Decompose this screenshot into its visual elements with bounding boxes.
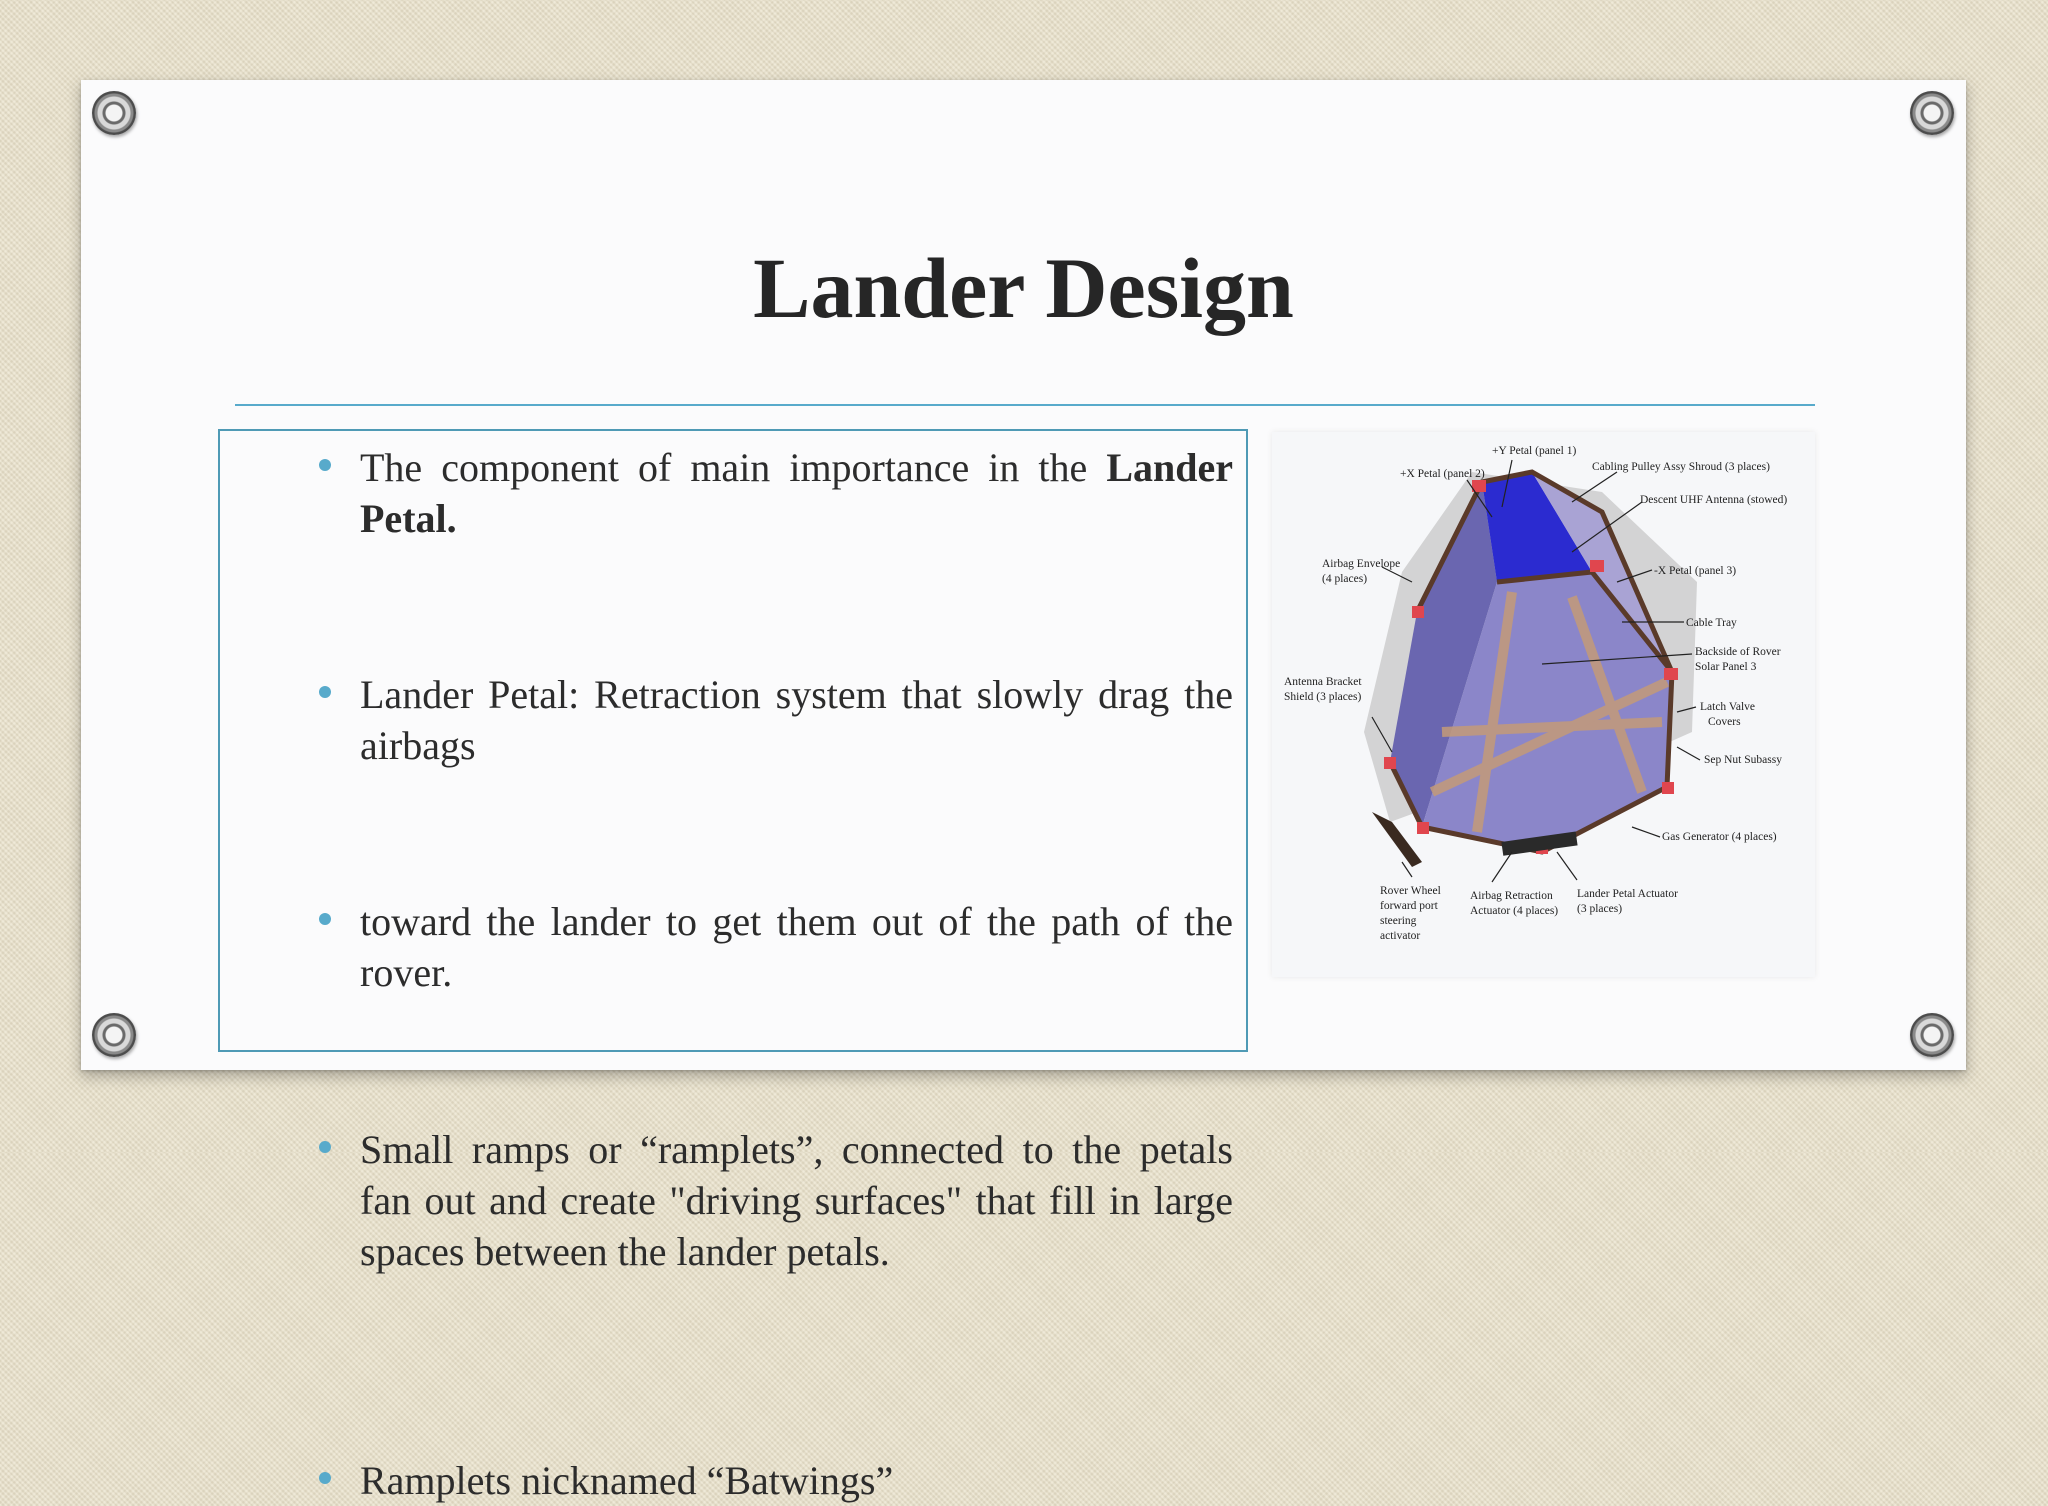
bullet-text: Ramplets nicknamed “Batwings” [360,1458,894,1503]
label-petal-actuator: Lander Petal Actuator [1577,888,1678,900]
label-rover-wheel: Rover Wheel [1380,885,1441,897]
label-sep-nut: Sep Nut Subassy [1704,754,1782,766]
label-backside-panel: Solar Panel 3 [1695,661,1757,673]
bullet-item [360,1124,1233,1277]
bullet-dot [319,686,331,698]
bullet-bold-text: Lander Petal. [360,445,1233,541]
title-divider [235,404,1815,406]
label-backside: Backside of Rover [1695,646,1781,658]
label-gas-generator: Gas Generator (4 places) [1662,831,1777,843]
bullet-item [360,442,1233,544]
label-y-petal: +Y Petal (panel 1) [1492,445,1577,457]
bullet-dot [319,459,331,471]
bullet-dot [319,1141,331,1153]
label-airbag-retraction: Airbag Retraction [1470,890,1553,902]
bullet-text: Lander Petal: Retraction system that slowly drag the airbags [360,672,1233,768]
label-rover-wheel-4: activator [1380,930,1421,942]
label-x-petal: +X Petal (panel 2) [1400,468,1485,480]
label-latch-valve: Latch Valve [1700,701,1756,713]
slide [81,80,1966,1503]
bullet-list [220,431,1246,1503]
bullet-text: The component of main importance in the [360,445,1107,490]
bullet-dot [319,913,331,925]
lander-diagram-svg [1272,432,1815,977]
lander-base-wedge [1372,812,1422,867]
label-antenna-shield: Shield (3 places) [1284,691,1362,703]
grommet-top-right [1910,91,1954,135]
label-cabling: Cabling Pulley Assy Shroud (3 places) [1592,461,1770,473]
label-airbag-envelope: Airbag Envelope [1322,558,1401,570]
slide-title: Lander Design [753,240,1294,336]
label-antenna-bracket: Antenna Bracket [1284,676,1362,688]
bullet-item [360,896,1233,998]
bullet-item [360,669,1233,771]
bullet-text: Small ramps or “ramplets”, connected to the petals fan out and create "driving surfaces" that fill in large spaces between the lander petals. [360,1127,1233,1274]
label-airbag-retraction-2: Actuator (4 places) [1470,905,1559,917]
label-neg-x-petal: -X Petal (panel 3) [1654,565,1737,577]
label-rover-wheel-3: steering [1380,915,1417,927]
grommet-bottom-right [1910,1013,1954,1057]
bullet-text: toward the lander to get them out of the path of the rover. [360,899,1233,995]
grommet-top-left [92,91,136,135]
label-uhf: Descent UHF Antenna (stowed) [1640,494,1788,506]
bullet-text-box[interactable] [218,429,1248,1503]
bullet-dot [319,1472,331,1484]
label-petal-actuator-2: (3 places) [1577,903,1623,915]
label-cable-tray: Cable Tray [1686,617,1737,629]
lander-diagram [1272,432,1815,977]
grommet-bottom-left [92,1013,136,1057]
label-rover-wheel-2: forward port [1380,900,1438,912]
label-airbag-envelope-count: (4 places) [1322,573,1368,585]
label-latch-covers: Covers [1708,716,1741,728]
bullet-item [360,1455,1233,1506]
